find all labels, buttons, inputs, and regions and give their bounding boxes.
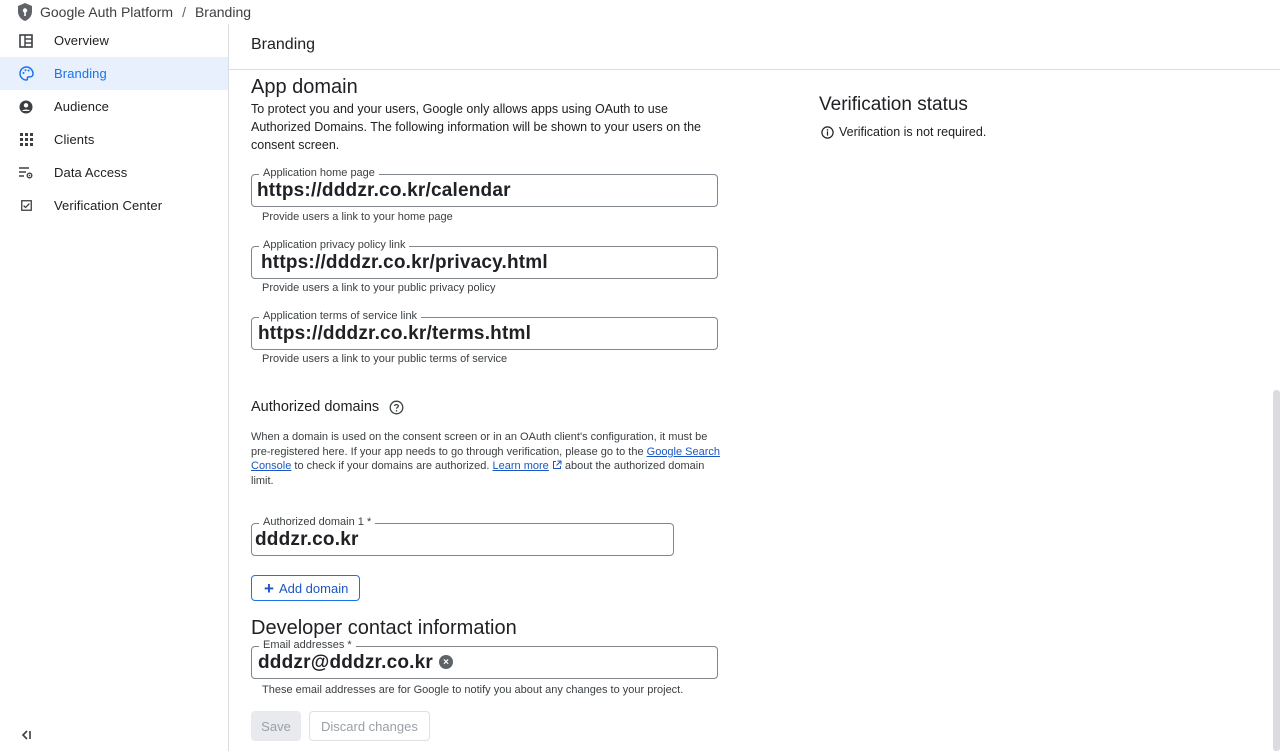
top-bar	[0, 0, 1280, 24]
sidebar-item-audience[interactable]	[0, 90, 228, 123]
developer-contact-heading: Developer contact information	[251, 617, 517, 639]
authorized-domains-title: Authorized domains	[251, 399, 380, 415]
privacy-policy-field[interactable]	[251, 239, 718, 279]
discard-changes-button[interactable]: Discard changes	[309, 711, 430, 741]
email-addresses-field[interactable]	[251, 639, 718, 679]
terms-of-service-label: Application terms of service link	[259, 310, 421, 322]
verification-status-message	[821, 125, 986, 139]
privacy-policy-label: Application privacy policy link	[259, 239, 409, 251]
authorized-domain-1-field[interactable]	[251, 516, 674, 556]
sidebar-item-clients[interactable]	[0, 123, 228, 156]
terms-of-service-value[interactable]: https://dddzr.co.kr/terms.html	[258, 323, 532, 344]
email-addresses-label: Email addresses *	[259, 639, 356, 651]
add-domain-label: Add domain	[278, 580, 349, 596]
help-icon[interactable]	[389, 400, 404, 415]
scrollbar[interactable]	[1273, 390, 1280, 751]
plus-icon: +	[264, 578, 274, 598]
authorized-domain-1-value[interactable]: dddzr.co.kr	[255, 529, 359, 550]
apps-grid-icon	[18, 132, 34, 148]
home-page-hint: Provide users a link to your home page	[262, 211, 453, 223]
sidebar-item-branding[interactable]	[0, 57, 228, 90]
info-icon	[821, 126, 834, 139]
email-hint: These email addresses are for Google to notify you about any changes to your project.	[262, 684, 684, 696]
sidebar-item-label: Audience	[54, 99, 110, 114]
sidebar-item-label: Data Access	[54, 165, 128, 180]
terms-of-service-hint: Provide users a link to your public terms of service	[262, 353, 508, 365]
email-chip-value: dddzr@dddzr.co.kr	[258, 652, 433, 673]
sidebar-item-label: Branding	[54, 66, 107, 81]
palette-icon	[18, 66, 34, 82]
breadcrumb-current: Branding	[194, 4, 252, 20]
terms-of-service-field[interactable]	[251, 310, 718, 350]
privacy-policy-value[interactable]: https://dddzr.co.kr/privacy.html	[261, 252, 548, 273]
shield-icon	[16, 2, 34, 22]
authorized-domains-heading	[251, 399, 404, 415]
account-circle-icon	[18, 99, 34, 115]
google-search-console-link[interactable]: Google Search Console	[251, 445, 721, 472]
verification-status-heading: Verification status	[819, 94, 968, 115]
external-link-icon	[552, 460, 562, 470]
remove-chip-icon[interactable]: ×	[439, 655, 453, 669]
breadcrumb-separator: /	[182, 4, 186, 20]
save-button[interactable]: Save	[251, 711, 301, 741]
sidebar	[0, 24, 229, 751]
privacy-policy-hint: Provide users a link to your public privacy policy	[262, 282, 496, 294]
home-page-field[interactable]	[251, 167, 718, 207]
dashboard-icon	[18, 33, 34, 49]
sidebar-item-label: Clients	[54, 132, 95, 147]
sidebar-item-overview[interactable]	[0, 24, 228, 57]
tune-icon	[18, 165, 34, 181]
page-title: Branding	[251, 36, 316, 53]
collapse-sidebar-icon[interactable]	[18, 727, 34, 743]
authorized-domain-1-label: Authorized domain 1 *	[259, 516, 375, 528]
sidebar-item-label: Verification Center	[54, 198, 163, 213]
add-domain-button[interactable]	[251, 575, 360, 601]
sidebar-item-verification-center[interactable]	[0, 189, 228, 222]
sidebar-item-label: Overview	[54, 33, 109, 48]
verification-status-text: Verification is not required.	[839, 125, 987, 139]
breadcrumb-app-name[interactable]: Google Auth Platform	[40, 4, 174, 20]
app-domain-description: To protect you and your users, Google only allows apps using OAuth to use Authorized Domains. The following information will be shown to your users on the consent screen.	[251, 102, 701, 152]
learn-more-link[interactable]: Learn more	[492, 460, 549, 472]
home-page-value[interactable]: https://dddzr.co.kr/calendar	[257, 180, 511, 201]
page-header	[229, 24, 1280, 70]
checkbox-icon	[18, 198, 34, 214]
home-page-label: Application home page	[259, 167, 379, 179]
app-domain-heading: App domain	[251, 76, 358, 98]
authorized-domains-description: When a domain is used on the consent screen or in an OAuth client's configuration, it must be pre-registered here. If your app needs to go through verification, please go to the Google Search Console to check if your domains are authorized. Learn more about the authorized domain limit.	[251, 431, 721, 487]
sidebar-item-data-access[interactable]	[0, 156, 228, 189]
